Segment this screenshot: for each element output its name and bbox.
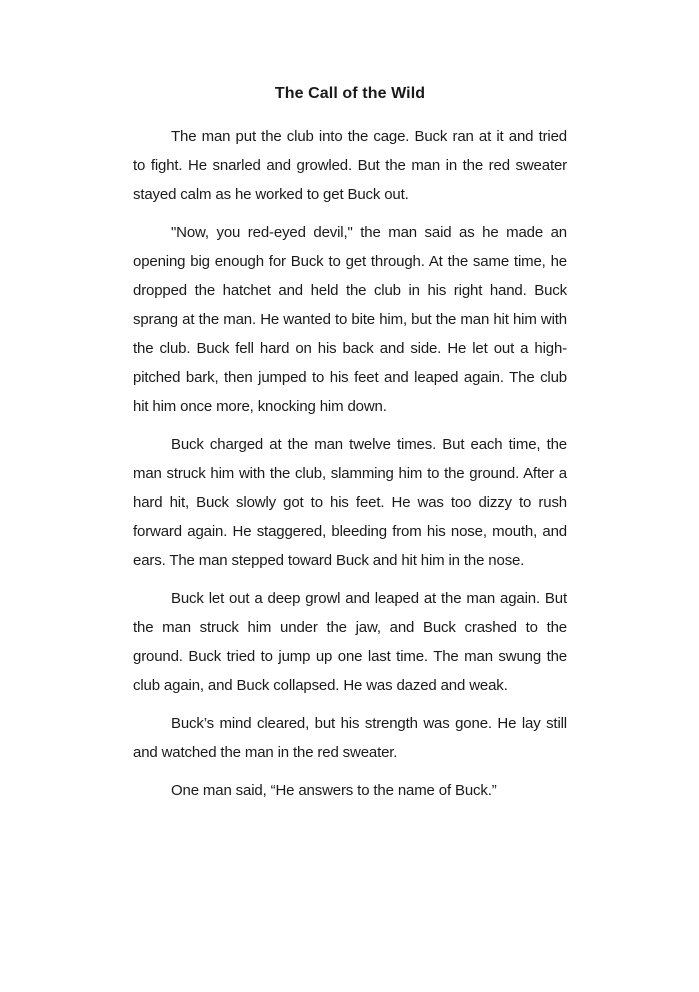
paragraph-3: Buck charged at the man twelve times. But each time, the man struck him with the club, slamming him to the ground. After a hard hit, Buck slowly got to his feet. He was too dizzy to rush forward again. He staggered, bleeding from his nose, mouth, and ears. The man stepped toward Buck and hit him in the nose. [133, 436, 567, 569]
paragraph-2: "Now, you red-eyed devil," the man said as he made an opening big enough for Buck to get through. At the same time, he dropped the hatchet and held the club in his right hand. Buck sprang at the man. He wanted to bite him, but the man hit him with the club. Buck fell hard on his back and side. He let out a high-pitched bark, then jumped to his feet and leaped again. The club hit him once more, knocking him down. [133, 224, 567, 415]
paragraph-4: Buck let out a deep growl and leaped at the man again. But the man struck him under the jaw, and Buck crashed to the ground. Buck tried to jump up one last time. The man swung the club again, and Buck collapsed. He was dazed and weak. [133, 590, 567, 694]
paragraph-5: Buck’s mind cleared, but his strength was gone. He lay still and watched the man in the red sweater. [133, 715, 567, 761]
page-title: The Call of the Wild [274, 85, 426, 102]
paragraph-1: The man put the club into the cage. Buck ran at it and tried to fight. He snarled and growled. But the man in the red sweater stayed calm as he worked to get Buck out. [133, 128, 567, 203]
paragraph-6: One man said, “He answers to the name of Buck.” [171, 782, 497, 799]
